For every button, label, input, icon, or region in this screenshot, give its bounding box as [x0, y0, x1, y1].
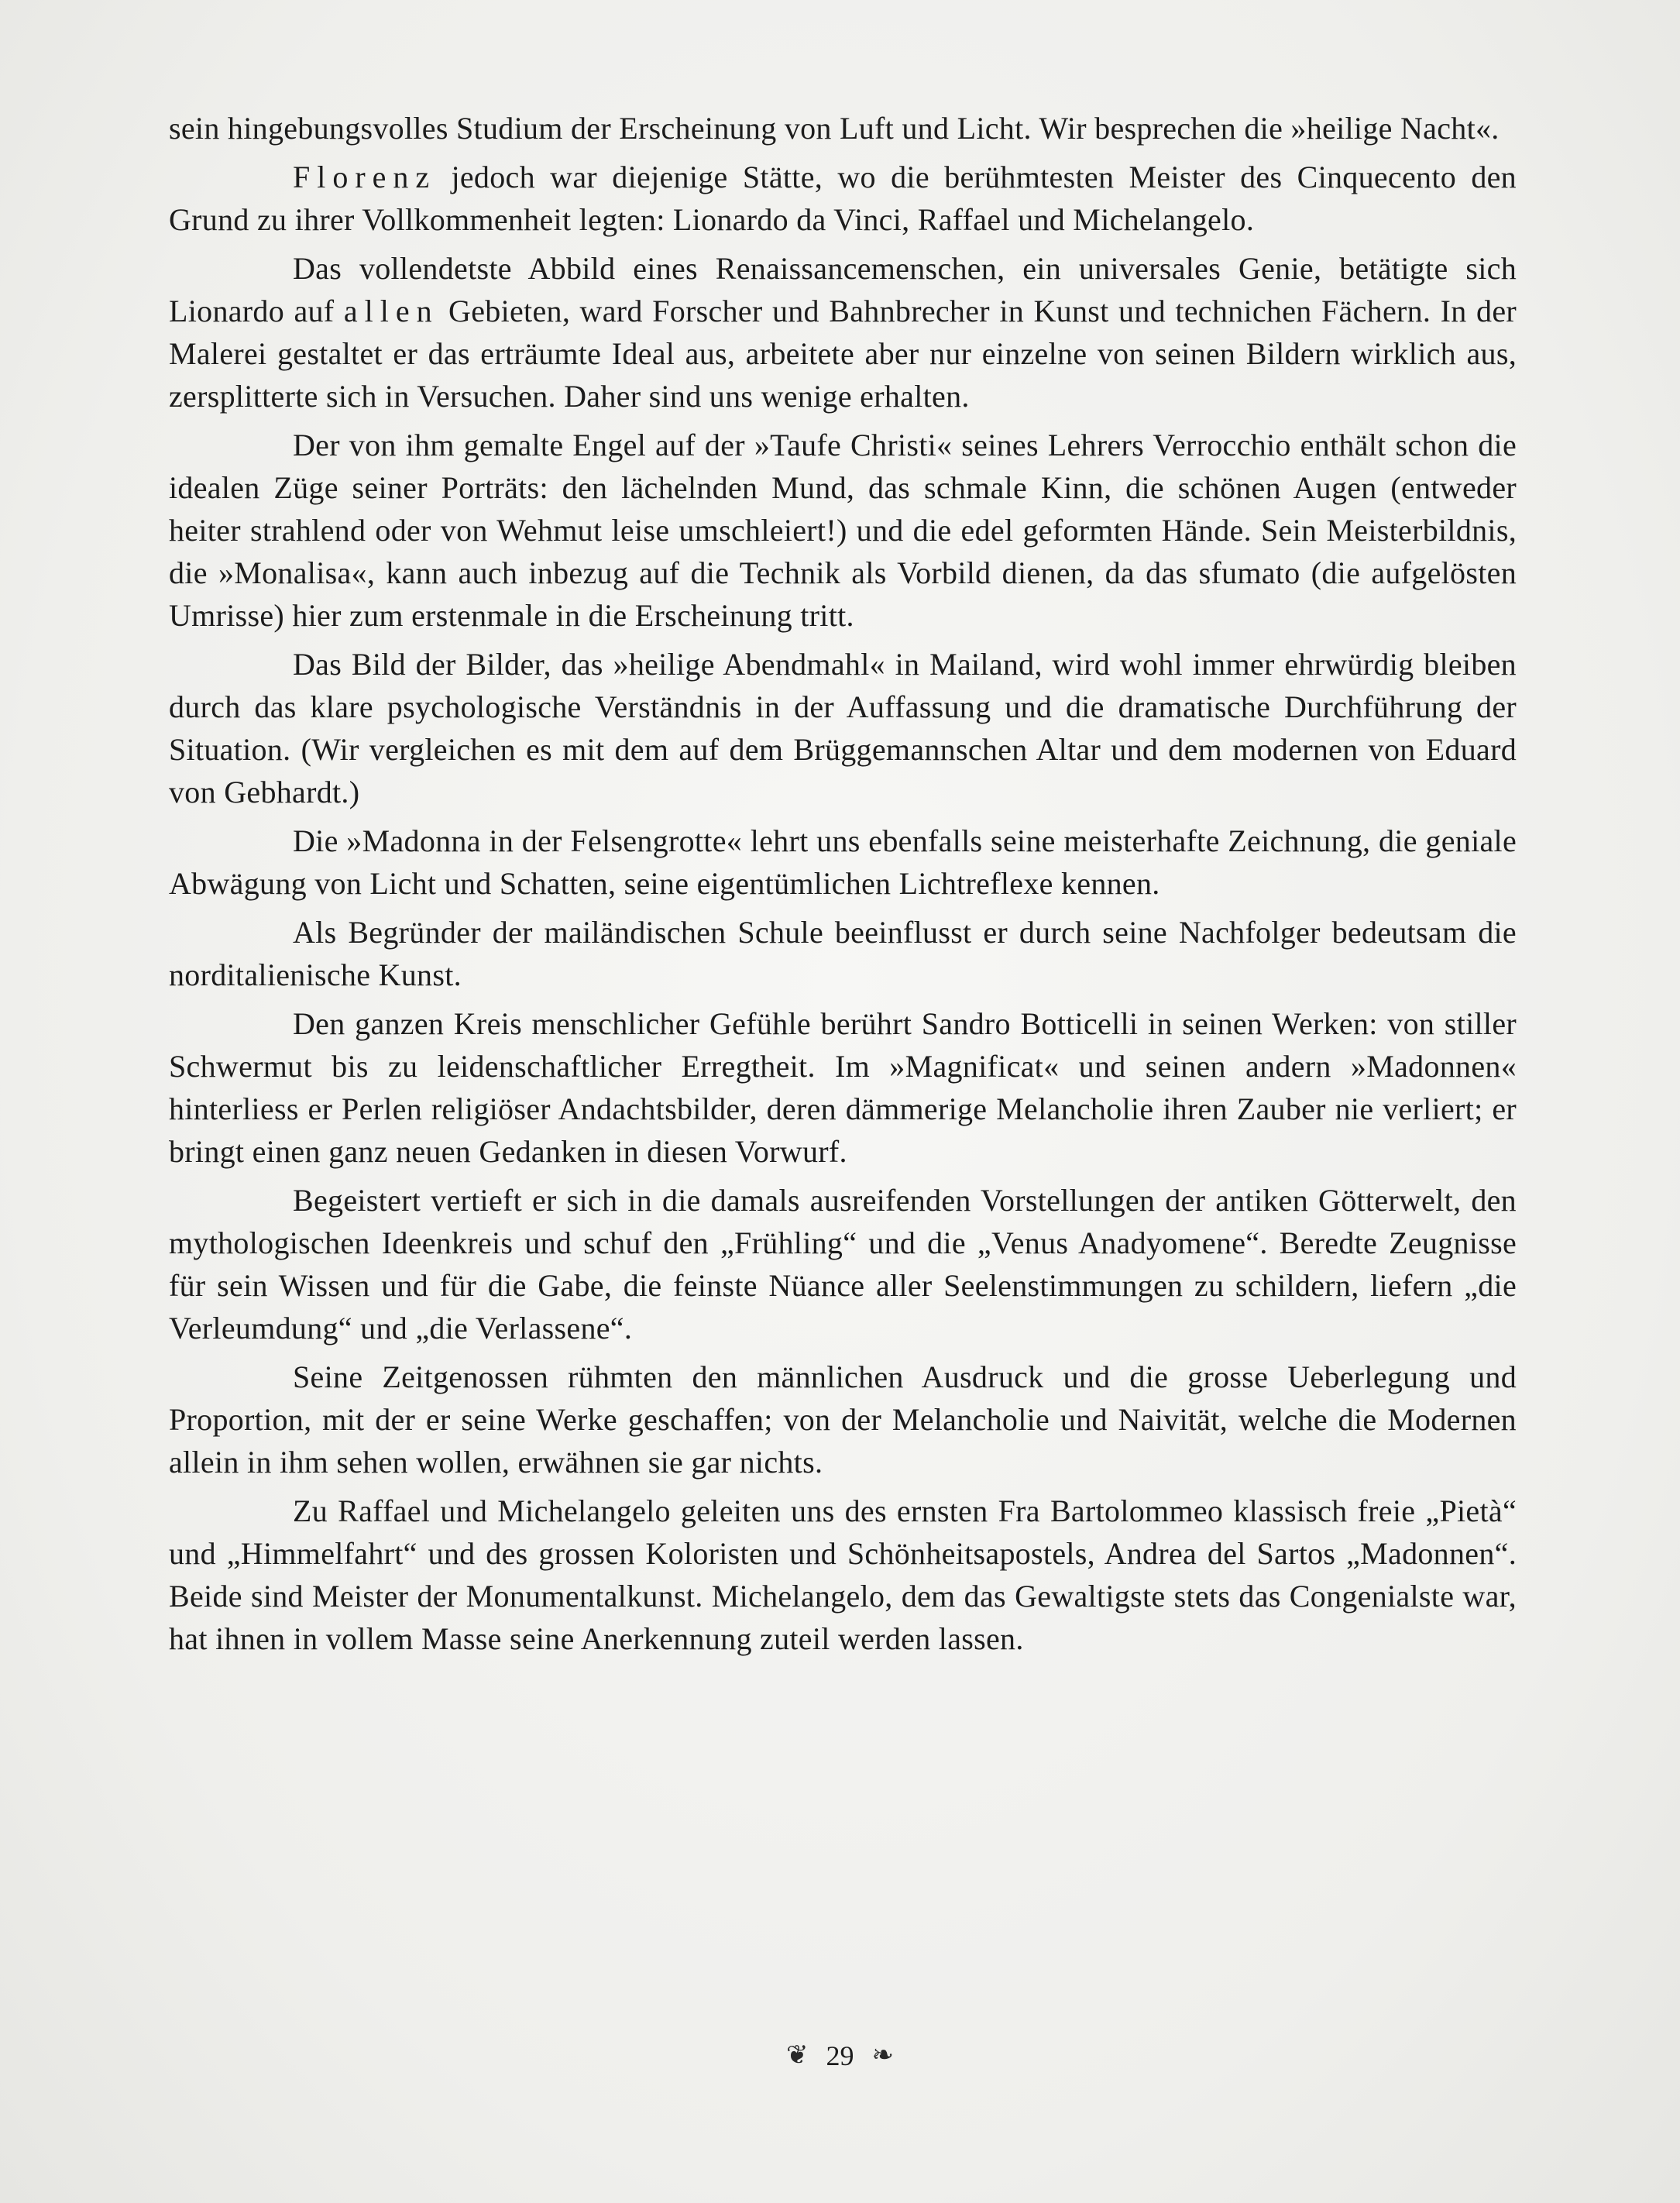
paragraph-5-text: Das Bild der Bilder, das »heilige Abendmahl« in Mailand, wird wohl immer ehrwürdig bleiben durch das klare psychologische Verständnis in der Auffassung und die dramatische Durchführung der Situation. (Wir vergleichen es mit dem auf dem Brüggemannschen Altar und dem modernen von Eduard von Gebhardt.): [169, 647, 1517, 809]
paragraph-3-text-after: Gebieten, ward Forscher und Bahnbrecher in Kunst und technichen Fächern. In der Malerei gestaltet er das erträumte Ideal aus, arbeitete aber nur einzelne von seinen Bildern wirklich aus, zersplitterte sich in Versuchen. Daher sind uns wenige erhalten.: [169, 294, 1517, 414]
page-number: 29: [826, 2040, 854, 2071]
paragraph-2-text: jedoch war diejenige Stätte, wo die berühmtesten Meister des Cinquecento den Grund zu ihrer Vollkommenheit legten: Lionardo da Vinci, Raffael und Michelangelo.: [169, 160, 1517, 237]
paragraph-5: [169, 643, 1517, 813]
paragraph-3-text-before: Das vollendetste Abbild eines Renaissancemenschen, ein universales Genie, betätigte sich Lionardo auf: [169, 251, 1517, 328]
paragraph-1: [169, 107, 1517, 150]
paragraph-7-text: Als Begründer der mailändischen Schule beeinflusst er durch seine Nachfolger bedeutsam die norditalienische Kunst.: [169, 915, 1517, 992]
emphasis-allen: allen: [343, 294, 439, 328]
paragraph-8: [169, 1002, 1517, 1173]
paragraph-10: [169, 1356, 1517, 1483]
paragraph-8-text: Den ganzen Kreis menschlicher Gefühle berührt Sandro Botticelli in seinen Werken: von stiller Schwermut bis zu leidenschaftlicher Erregtheit. Im »Magnificat« und seinen andern »Madonnen« hinterliess er Perlen religiöser Andachtsbilder, deren dämmerige Melancholie ihren Zauber nie verliert; er bringt einen ganz neuen Gedanken in diesen Vorwurf.: [169, 1006, 1517, 1169]
emphasis-florenz: Florenz: [293, 160, 437, 194]
paragraph-7: [169, 911, 1517, 996]
paragraph-10-text: Seine Zeitgenossen rühmten den männlichen Ausdruck und die grosse Ueberlegung und Proportion, mit der er seine Werke geschaffen; von der Melancholie und Naivität, welche die Modernen allein in ihm sehen wollen, erwähnen sie gar nichts.: [169, 1359, 1517, 1480]
paragraph-1-text: sein hingebungsvolles Studium der Erscheinung von Luft und Licht. Wir besprechen die »heilige Nacht«.: [169, 111, 1500, 146]
ornament-left-icon: ❦: [786, 2040, 809, 2070]
paragraph-6: [169, 820, 1517, 905]
paragraph-9-text: Begeistert vertieft er sich in die damals ausreifenden Vorstellungen der antiken Götterwelt, den mythologischen Ideenkreis und schuf den „Frühling“ und die „Venus Anadyomene“. Beredte Zeugnisse für sein Wissen und für die Gabe, die feinste Nüance aller Seelenstimmungen zu schildern, liefern „die Verleumdung“ und „die Verlassene“.: [169, 1183, 1517, 1346]
page-footer: [0, 2036, 1680, 2073]
body-text: [169, 107, 1517, 1660]
paragraph-11-text: Zu Raffael und Michelangelo geleiten uns des ernsten Fra Bartolommeo klassisch freie „Pietà“ und „Himmelfahrt“ und des grossen Koloristen und Schönheitsapostels, Andrea del Sartos „Madonnen“. Beide sind Meister der Monumentalkunst. Michelangelo, dem das Gewaltigste stets das Congenialste war, hat ihnen in vollem Masse seine Anerkennung zuteil werden lassen.: [169, 1493, 1517, 1656]
paragraph-4: [169, 424, 1517, 637]
paragraph-3: [169, 247, 1517, 418]
paragraph-4-text: Der von ihm gemalte Engel auf der »Taufe Christi« seines Lehrers Verrocchio enthält schon die idealen Züge seiner Porträts: den lächelnden Mund, das schmale Kinn, die schönen Augen (entweder heiter strahlend oder von Wehmut leise umschleiert!) und die edel geformten Hände. Sein Meisterbildnis, die »Monalisa«, kann auch inbezug auf die Technik als Vorbild dienen, da das sfumato (die aufgelösten Umrisse) hier zum erstenmale in die Erscheinung tritt.: [169, 428, 1517, 633]
ornament-right-icon: ❧: [871, 2040, 894, 2070]
paragraph-9: [169, 1179, 1517, 1349]
paragraph-2: [169, 156, 1517, 241]
paragraph-6-text: Die »Madonna in der Felsengrotte« lehrt uns ebenfalls seine meisterhafte Zeichnung, die geniale Abwägung von Licht und Schatten, seine eigentümlichen Lichtreflexe kennen.: [169, 823, 1517, 901]
paragraph-11: [169, 1490, 1517, 1660]
